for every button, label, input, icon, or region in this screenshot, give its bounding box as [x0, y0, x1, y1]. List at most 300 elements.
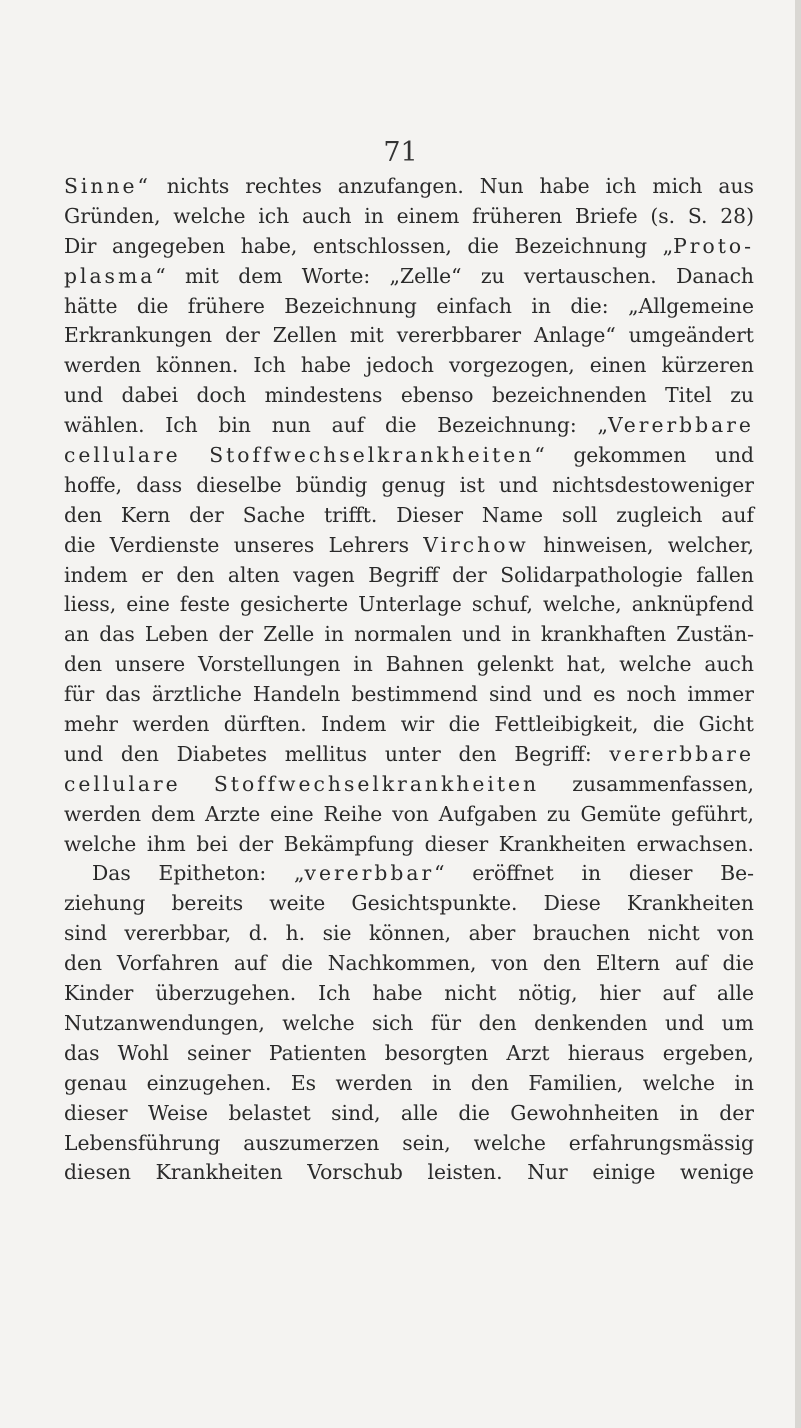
word: soll — [561, 502, 598, 527]
word: Familien, — [528, 1070, 624, 1095]
word: angegeben — [111, 233, 226, 258]
body-text — [64, 172, 754, 1188]
word: frühere — [187, 293, 265, 318]
word: den — [64, 502, 103, 527]
word: die — [64, 532, 96, 557]
word: Kern — [120, 502, 171, 527]
text-line — [64, 919, 754, 949]
word: Vorfahren — [116, 951, 220, 976]
word: Nachkommen, — [327, 951, 477, 976]
word: das — [99, 622, 135, 647]
word: werden — [335, 1070, 413, 1095]
word: diesen — [64, 1160, 131, 1185]
word: ihm — [146, 831, 186, 856]
word: nötig, — [518, 981, 578, 1006]
word: Begriff: — [514, 741, 592, 766]
word: der — [238, 831, 274, 856]
word: die — [448, 712, 481, 737]
word: der — [218, 622, 254, 647]
word: Weise — [147, 1100, 209, 1125]
word: gekommen — [573, 443, 687, 468]
word: schuf, — [471, 592, 533, 617]
word: ich — [605, 174, 637, 198]
word: einige — [592, 1160, 656, 1185]
word: für — [64, 682, 95, 707]
word: Patienten — [268, 1040, 367, 1065]
word: nicht — [647, 921, 700, 946]
word: bereits — [171, 891, 244, 916]
word: zusammenfassen, — [572, 771, 754, 796]
word: in — [734, 1070, 754, 1095]
word: Epitheton: — [158, 861, 267, 886]
word: genau — [64, 1070, 128, 1095]
word: welcher, — [667, 532, 754, 557]
word: anknüpfend — [631, 592, 754, 617]
word: hat, — [566, 652, 607, 677]
word: um — [721, 1010, 754, 1035]
word: immer — [687, 682, 754, 707]
word: Wohl — [117, 1040, 169, 1065]
word: Verdienste — [109, 532, 220, 557]
word: auch — [704, 652, 754, 677]
word: trifft. — [323, 502, 378, 527]
word: krankhaften — [540, 622, 667, 647]
word: Leben — [144, 622, 209, 647]
word: sie — [322, 921, 352, 946]
word: Begriff — [368, 562, 439, 587]
word: der — [225, 323, 260, 348]
word: Das — [92, 861, 131, 886]
word: die: — [570, 293, 609, 318]
word: Gründen, — [64, 203, 161, 228]
word: seiner — [187, 1040, 251, 1065]
word: hinweisen, — [543, 532, 654, 557]
word: Be- — [720, 861, 754, 886]
word: Bekämpfung — [283, 831, 414, 856]
word: die — [652, 712, 685, 737]
text-line — [64, 172, 754, 202]
word: dabei — [121, 383, 179, 408]
word: Es — [290, 1070, 317, 1095]
word: dürften. — [223, 712, 307, 737]
word: welche — [473, 1130, 546, 1155]
word: sind — [488, 682, 532, 707]
text-line — [64, 262, 754, 292]
word: Virchow — [423, 532, 529, 557]
word: h. — [285, 921, 306, 946]
word: in — [324, 622, 344, 647]
word: in — [679, 1100, 699, 1125]
word: „Proto- — [662, 233, 754, 258]
text-line — [64, 830, 754, 860]
word: vererbbare — [609, 741, 754, 766]
word: „Allgemeine — [628, 293, 754, 318]
word: wir — [400, 712, 435, 737]
word: einen — [589, 353, 647, 378]
word: Nur — [527, 1160, 568, 1185]
word: habe — [372, 981, 423, 1006]
word: eröffnet — [472, 861, 554, 886]
text-line — [64, 740, 754, 770]
word: die — [467, 233, 499, 258]
word: Krankheiten — [155, 1160, 283, 1185]
word: an — [64, 622, 90, 647]
word: hätte — [64, 293, 118, 318]
word: und — [714, 443, 754, 468]
word: „Vererbbare — [597, 413, 754, 438]
word: dem — [238, 263, 283, 288]
word: einfach — [436, 293, 512, 318]
word: anzufangen. — [337, 174, 464, 198]
word: ebenso — [400, 383, 474, 408]
word: von — [392, 801, 429, 826]
word: weite — [269, 891, 326, 916]
word: erfahrungsmässig — [568, 1130, 754, 1155]
word: Lehrers — [328, 532, 409, 557]
word: doch — [196, 383, 247, 408]
word: Erkrankungen — [64, 323, 213, 348]
word: früheren — [472, 203, 563, 228]
word: in — [431, 1070, 452, 1095]
word: vorgezogen, — [448, 353, 575, 378]
word: welche — [64, 831, 137, 856]
word: welche — [282, 1010, 355, 1035]
word: aber — [468, 921, 516, 946]
word: werden — [64, 353, 142, 378]
word: cellulare — [64, 771, 181, 796]
word: zu — [480, 263, 505, 288]
word: Titel — [665, 383, 712, 408]
text-line — [64, 590, 754, 620]
word: Reihe — [323, 801, 383, 826]
word: die — [458, 1100, 490, 1125]
word: vagen — [293, 562, 355, 587]
word: unseres — [233, 532, 315, 557]
text-line — [64, 292, 754, 322]
word: auszumerzen — [243, 1130, 380, 1155]
word: mellitus — [284, 741, 368, 766]
word: Nun — [479, 174, 524, 198]
word: sind — [64, 921, 107, 946]
word: kürzeren — [661, 353, 754, 378]
word: dieser — [424, 831, 489, 856]
word: den — [542, 951, 582, 976]
word: auch — [301, 203, 352, 228]
word: wenige — [680, 1160, 754, 1185]
word: den — [120, 741, 159, 766]
word: es — [593, 682, 616, 707]
word: die — [385, 413, 417, 438]
text-line — [64, 232, 754, 262]
word: jedoch — [366, 353, 434, 378]
word: Lebensführung — [64, 1130, 221, 1155]
word: Bezeichnung — [514, 233, 648, 258]
word: zugleich — [616, 502, 703, 527]
word: „Zelle“ — [389, 263, 462, 288]
word: einem — [396, 203, 460, 228]
word: nichtsdestoweniger — [552, 472, 754, 497]
word: sich — [372, 1010, 414, 1035]
word: ziehung — [64, 891, 146, 916]
word: geführt, — [670, 801, 754, 826]
word: unsere — [114, 652, 186, 677]
text-line — [64, 650, 754, 680]
word: habe — [300, 353, 351, 378]
word: alle — [400, 1100, 438, 1125]
word: noch — [626, 682, 677, 707]
word: in — [511, 622, 531, 647]
word: können, — [368, 921, 452, 946]
word: sind, — [331, 1100, 381, 1125]
word: S. — [687, 203, 708, 228]
text-line — [64, 351, 754, 381]
word: Aufgaben — [438, 801, 538, 826]
word: von — [491, 951, 529, 976]
word: den — [458, 741, 497, 766]
word: dieselbe — [196, 472, 282, 497]
word: leisten. — [427, 1160, 503, 1185]
word: Sache — [242, 502, 306, 527]
word: besorgten — [384, 1040, 489, 1065]
word: genug — [381, 472, 446, 497]
word: Fettleibigkeit, — [494, 712, 639, 737]
word: in — [581, 861, 602, 886]
page-number: 71 — [383, 137, 418, 168]
word: in — [364, 203, 384, 228]
word: und — [462, 622, 502, 647]
word: d. — [248, 921, 269, 946]
text-line — [64, 1129, 754, 1159]
word: cellulare — [64, 443, 181, 468]
word: Diabetes — [176, 741, 268, 766]
word: belastet — [228, 1100, 311, 1125]
word: Eltern — [595, 951, 661, 976]
word: bündig — [295, 472, 368, 497]
word: hieraus — [567, 1040, 645, 1065]
word: Zustän- — [676, 622, 754, 647]
word: Zelle — [263, 622, 315, 647]
word: Arzt — [506, 1040, 550, 1065]
word: bei — [196, 831, 228, 856]
word: Gemüte — [580, 801, 662, 826]
text-line — [64, 471, 754, 501]
word: von — [717, 921, 754, 946]
word: welche — [642, 1070, 716, 1095]
word: werden — [132, 712, 210, 737]
word: das — [105, 682, 141, 707]
word: werden — [64, 801, 142, 826]
word: alten — [227, 562, 280, 587]
word: Indem — [321, 712, 387, 737]
word: einzugehen. — [146, 1070, 272, 1095]
word: 28) — [720, 203, 754, 228]
word: vererbbar, — [124, 921, 232, 946]
word: fallen — [696, 562, 754, 587]
word: ärztliche — [151, 682, 242, 707]
word: mindestens — [264, 383, 383, 408]
word: und — [665, 1010, 705, 1035]
word: auf — [721, 502, 754, 527]
word: rechtes — [245, 174, 322, 198]
word: mit — [349, 323, 384, 348]
word: erwachsen. — [636, 831, 754, 856]
word: und — [64, 741, 104, 766]
text-line — [64, 321, 754, 351]
word: dass — [136, 472, 183, 497]
word: welche — [619, 652, 692, 677]
word: dieser — [628, 861, 693, 886]
word: Gewohnheiten — [510, 1100, 659, 1125]
text-line — [64, 1039, 754, 1069]
word: den — [176, 562, 215, 587]
word: Vorschub — [307, 1160, 403, 1185]
word: Dir — [64, 233, 97, 258]
text-line — [64, 1158, 754, 1188]
word: Ich — [318, 981, 351, 1006]
word: zu — [546, 801, 571, 826]
word: nichts — [166, 174, 230, 198]
word: Zellen — [272, 323, 337, 348]
word: eine — [126, 592, 170, 617]
word: mich — [652, 174, 703, 198]
word: welche, — [543, 592, 622, 617]
word: nun — [271, 413, 311, 438]
word: auf — [331, 413, 365, 438]
word: eine — [270, 801, 314, 826]
word: bestimmend — [351, 682, 478, 707]
text-line — [64, 710, 754, 740]
text-line — [64, 411, 754, 441]
word: zu — [730, 383, 754, 408]
word: unter — [384, 741, 441, 766]
text-line — [64, 1009, 754, 1039]
word: Ich — [253, 353, 286, 378]
word: auf — [674, 951, 708, 976]
word: er — [141, 562, 163, 587]
word: hoffe, — [64, 472, 123, 497]
word: Krankheiten — [626, 891, 754, 916]
word: Dieser — [396, 502, 464, 527]
text-line — [64, 770, 754, 800]
word: hier — [599, 981, 641, 1006]
text-line — [64, 1069, 754, 1099]
text-line — [64, 501, 754, 531]
word: feste — [179, 592, 230, 617]
text-line — [64, 441, 754, 471]
word: Gesichtspunkte. — [351, 891, 518, 916]
word: vererbbarer — [396, 323, 522, 348]
word: Arzte — [205, 801, 261, 826]
word: wählen. — [64, 413, 145, 438]
word: Handeln — [252, 682, 341, 707]
word: habe — [539, 174, 590, 198]
text-line — [64, 680, 754, 710]
word: habe, — [240, 233, 298, 258]
word: ich — [258, 203, 290, 228]
word: den — [64, 951, 103, 976]
word: der — [189, 502, 224, 527]
text-line — [64, 620, 754, 650]
word: Solidarpathologie — [500, 562, 683, 587]
word: Danach — [676, 263, 754, 288]
word: Diese — [543, 891, 601, 916]
word: den — [64, 652, 103, 677]
word: und — [542, 682, 583, 707]
word: die — [722, 951, 754, 976]
text-line — [64, 381, 754, 411]
word: Worte: — [301, 263, 371, 288]
text-line — [64, 859, 754, 889]
word: ergeben, — [662, 1040, 754, 1065]
word: dem — [150, 801, 196, 826]
word: normalen — [354, 622, 452, 647]
text-line — [64, 949, 754, 979]
word: Bezeichnung: — [437, 413, 577, 438]
word: mehr — [64, 712, 118, 737]
word: können. — [156, 353, 239, 378]
word: der — [452, 562, 487, 587]
word: Stoffwechselkrankheiten — [213, 771, 540, 796]
word: Sinne“ — [64, 174, 151, 198]
word: nicht — [444, 981, 497, 1006]
word: (s. — [650, 203, 676, 228]
word: Krankheiten — [498, 831, 626, 856]
word: aus — [718, 174, 754, 198]
word: indem — [64, 562, 128, 587]
word: denkenden — [534, 1010, 648, 1035]
text-line — [64, 800, 754, 830]
text-line — [64, 979, 754, 1009]
word: entschlossen, — [312, 233, 452, 258]
word: gesicherte — [240, 592, 349, 617]
text-line — [64, 202, 754, 232]
word: den — [470, 1070, 509, 1095]
word: den — [478, 1010, 517, 1035]
word: Ich — [165, 413, 198, 438]
word: bin — [218, 413, 251, 438]
word: der — [719, 1100, 754, 1125]
word: sein, — [402, 1130, 451, 1155]
word: und — [498, 472, 538, 497]
word: bezeichnenden — [491, 383, 647, 408]
text-line — [64, 889, 754, 919]
word: auf — [233, 951, 267, 976]
word: das — [64, 1040, 100, 1065]
word: Nutzanwendungen, — [64, 1010, 265, 1035]
word: Unterlage — [358, 592, 462, 617]
word: die — [281, 951, 313, 976]
word: Vorstellungen — [198, 652, 341, 677]
word: dieser — [64, 1100, 128, 1125]
word: mit — [185, 263, 219, 288]
word: die — [136, 293, 169, 318]
word: gelenkt — [476, 652, 554, 677]
word: liess, — [64, 592, 117, 617]
word: Anlage“ — [534, 323, 616, 348]
word: ist — [459, 472, 485, 497]
text-line — [64, 561, 754, 591]
word: Bezeichnung — [284, 293, 417, 318]
word: alle — [716, 981, 754, 1006]
word: für — [430, 1010, 462, 1035]
word: und — [64, 383, 104, 408]
word: Briefe — [575, 203, 638, 228]
word: vertauschen. — [523, 263, 657, 288]
word: Stoffwechselkrankheiten“ — [209, 443, 545, 468]
word: Kinder — [64, 981, 134, 1006]
word: Bahnen — [385, 652, 464, 677]
text-line — [64, 531, 754, 561]
